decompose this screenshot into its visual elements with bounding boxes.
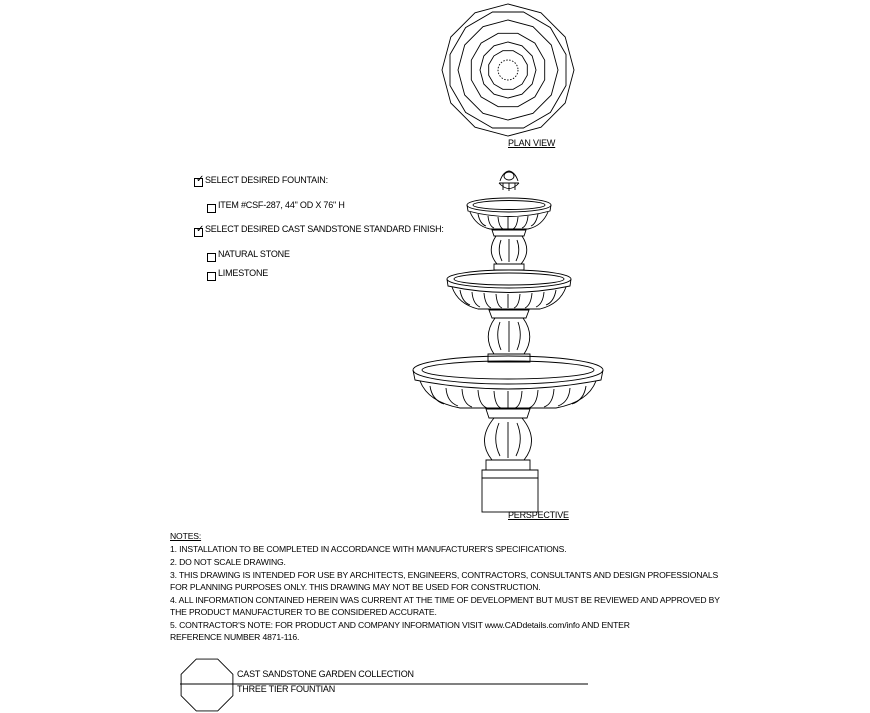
limestone-checkbox[interactable]: [207, 272, 216, 281]
natural-stone-label: NATURAL STONE: [218, 249, 290, 259]
collection-title: CAST SANDSTONE GARDEN COLLECTION: [237, 669, 414, 679]
fountain-checkbox[interactable]: [194, 174, 205, 187]
finish-check-mark: ✓: [196, 224, 205, 235]
finish-heading: SELECT DESIRED CAST SANDSTONE STANDARD FINISH:: [205, 224, 444, 234]
plan-bottom-bowl: [458, 20, 558, 120]
plan-finial-circle: [498, 60, 518, 80]
plan-top-bowl: [489, 51, 528, 90]
finish-checkbox[interactable]: [194, 224, 205, 237]
plan-view-label: PLAN VIEW: [508, 138, 556, 148]
fountain-heading: SELECT DESIRED FOUNTAIN:: [205, 175, 328, 185]
note-line: 3. THIS DRAWING IS INTENDED FOR USE BY ARCHITECTS, ENGINEERS, CONTRACTORS, CONSULTANTS AND DESIGN PROFESSIONALS: [170, 570, 719, 580]
fountain-check-mark: ✓: [196, 174, 205, 185]
plan-outer-rim: [442, 4, 574, 136]
title-block-octagon: [181, 659, 233, 711]
plan-outer-rim-inner: [450, 12, 566, 128]
note-line: REFERENCE NUMBER 4871-116.: [170, 632, 300, 642]
note-line: 4. ALL INFORMATION CONTAINED HEREIN WAS CURRENT AT THE TIME OF DEVELOPMENT BUT MUST BE REVIEWED AND APPROVED BY: [170, 595, 720, 605]
item-checkbox[interactable]: [207, 204, 216, 213]
notes-heading: NOTES:: [170, 531, 202, 541]
perspective-fountain-drawing: [413, 171, 603, 512]
note-line: 2. DO NOT SCALE DRAWING.: [170, 557, 286, 567]
product-title: THREE TIER FOUNTIAN: [237, 684, 336, 694]
note-line: THE PRODUCT MANUFACTURER TO BE CONSIDERED ACCURATE.: [170, 607, 437, 617]
natural-stone-checkbox[interactable]: [207, 253, 216, 262]
item-label: ITEM #CSF-287, 44" OD X 76" H: [218, 200, 345, 210]
note-line: 1. INSTALLATION TO BE COMPLETED IN ACCORDANCE WITH MANUFACTURER'S SPECIFICATIONS.: [170, 544, 567, 554]
perspective-label: PERSPECTIVE: [508, 510, 569, 520]
note-line: 5. CONTRACTOR'S NOTE: FOR PRODUCT AND COMPANY INFORMATION VISIT www.CADdetails.com/info AND ENTER: [170, 620, 630, 630]
limestone-label: LIMESTONE: [218, 268, 269, 278]
note-line: FOR PLANNING PURPOSES ONLY. THIS DRAWING MAY NOT BE USED FOR CONSTRUCTION.: [170, 582, 541, 592]
plan-middle-bowl: [471, 33, 544, 106]
plan-view-drawing: [442, 4, 574, 136]
